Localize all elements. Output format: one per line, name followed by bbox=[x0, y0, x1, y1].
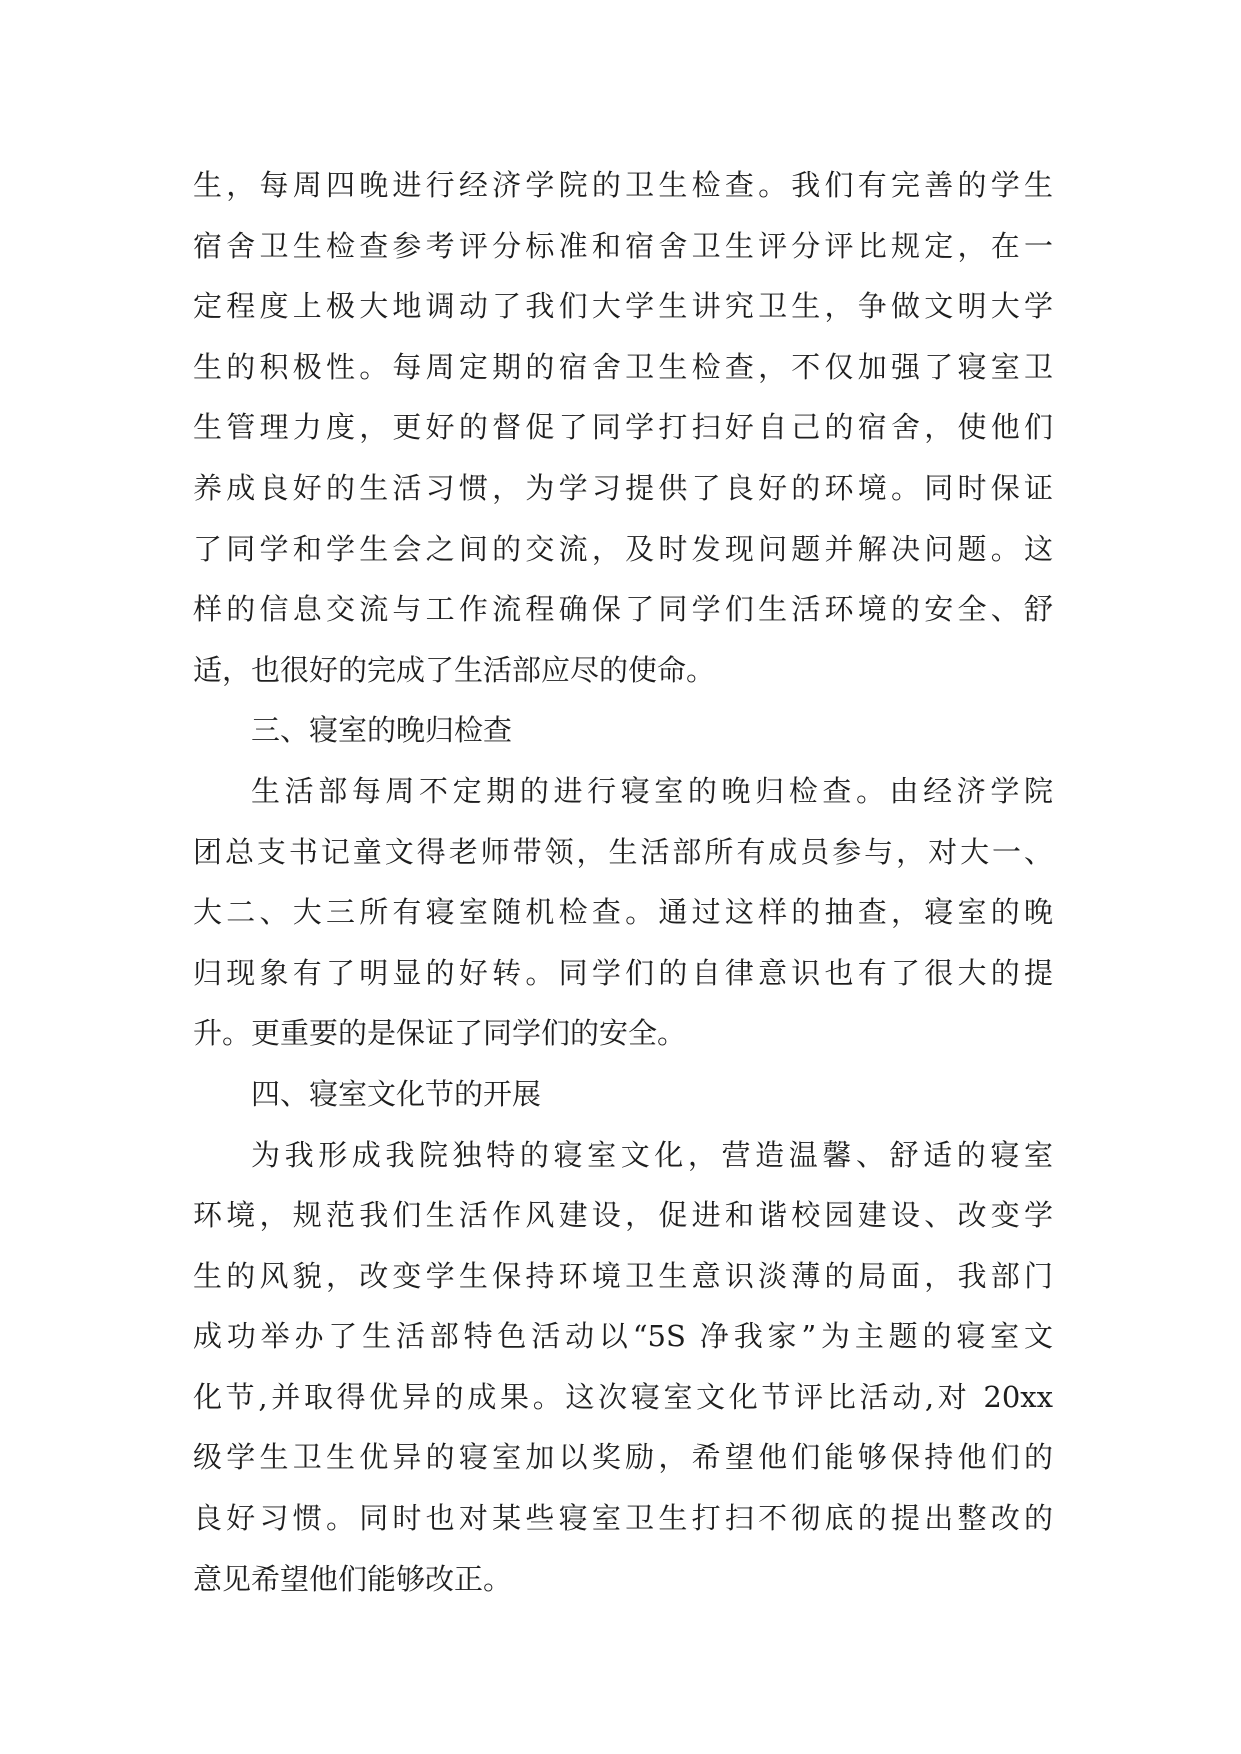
text-line: 为我形成我院独特的寝室文化，营造温馨、舒适的寝室 bbox=[251, 1137, 1053, 1172]
text-line: 环境，规范我们生活作风建设，促进和谐校园建设、改变学 bbox=[193, 1198, 1053, 1233]
text-line: 生管理力度，更好的督促了同学打扫好自己的宿舍，使他们 bbox=[193, 410, 1053, 445]
text-line: 样的信息交流与工作流程确保了同学们生活环境的安全、舒 bbox=[193, 592, 1053, 627]
text-line: 级学生卫生优异的寝室加以奖励，希望他们能够保持他们的 bbox=[193, 1440, 1053, 1475]
text-line: 生，每周四晚进行经济学院的卫生检查。我们有完善的学生 bbox=[193, 168, 1053, 202]
text-line: 升。更重要的是保证了同学们的安全。 bbox=[193, 1016, 687, 1051]
document-body bbox=[193, 155, 1053, 1609]
text-line: 了同学和学生会之间的交流，及时发现问题并解决问题。这 bbox=[193, 531, 1053, 566]
text-line: 化节,并取得优异的成果。这次寝室文化节评比活动,对 20xx bbox=[193, 1379, 1053, 1414]
text-line: 成功举办了生活部特色活动以“5S 净我家”为主题的寝室文 bbox=[193, 1319, 1053, 1354]
text-line: 团总支书记童文得老师带领，生活部所有成员参与，对大一、 bbox=[193, 834, 1053, 869]
text-line: 生活部每周不定期的进行寝室的晚归检查。由经济学院 bbox=[251, 773, 1053, 808]
text-line: 意见希望他们能够改正。 bbox=[193, 1561, 513, 1596]
text-line: 生的风貌，改变学生保持环境卫生意识淡薄的局面，我部门 bbox=[193, 1258, 1053, 1293]
text-line: 三、寝室的晚归检查 bbox=[251, 713, 513, 748]
text-line: 四、寝室文化节的开展 bbox=[251, 1076, 542, 1111]
text-line: 大二、大三所有寝室随机检查。通过这样的抽查，寝室的晚 bbox=[193, 895, 1053, 930]
text-line: 归现象有了明显的好转。同学们的自律意识也有了很大的提 bbox=[193, 955, 1053, 990]
text-line: 宿舍卫生检查参考评分标准和宿舍卫生评分评比规定，在一 bbox=[193, 228, 1053, 263]
text-line: 良好习惯。同时也对某些寝室卫生打扫不彻底的提出整改的 bbox=[193, 1501, 1053, 1536]
text-line: 定程度上极大地调动了我们大学生讲究卫生，争做文明大学 bbox=[193, 289, 1053, 324]
text-line: 适，也很好的完成了生活部应尽的使命。 bbox=[193, 652, 716, 687]
text-line: 生的积极性。每周定期的宿舍卫生检查，不仅加强了寝室卫 bbox=[193, 349, 1053, 384]
text-line: 养成良好的生活习惯，为学习提供了良好的环境。同时保证 bbox=[193, 470, 1053, 505]
